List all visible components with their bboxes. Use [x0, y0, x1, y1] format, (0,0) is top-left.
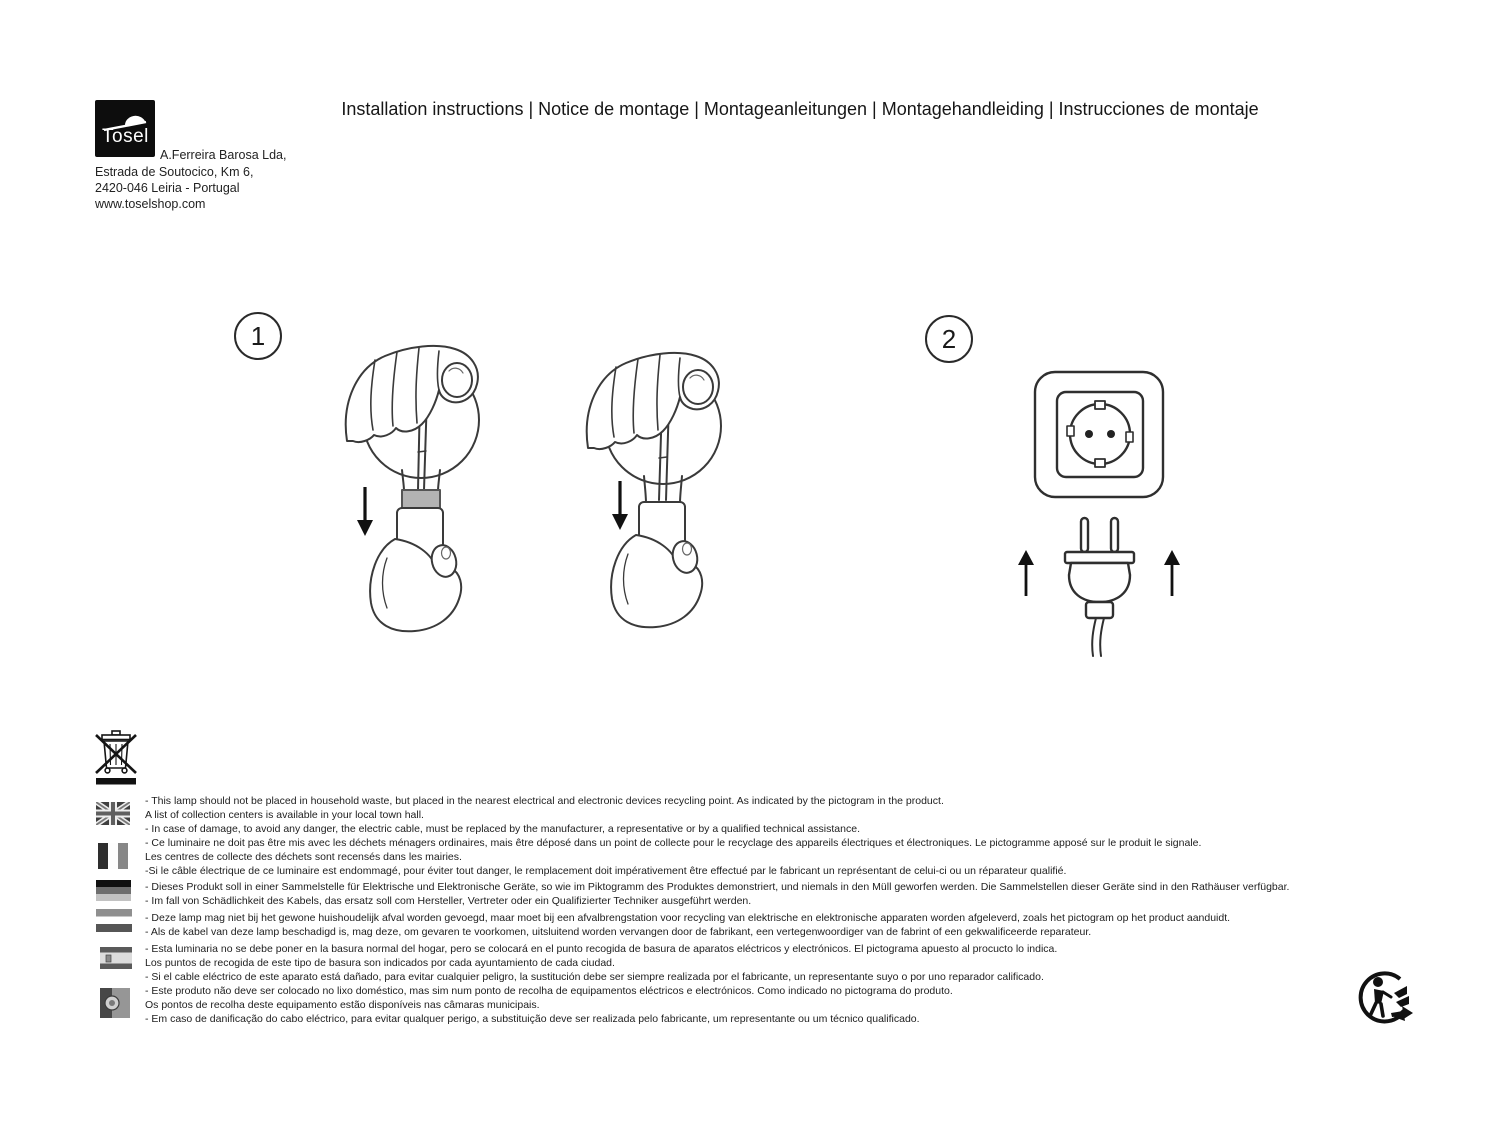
crossed-out-wheelie-bin-icon	[93, 728, 139, 786]
spain-flag-icon	[100, 947, 132, 969]
step-2-number: 2	[941, 323, 957, 354]
portugal-flag-icon	[100, 988, 130, 1018]
triman-recycling-icon	[1356, 968, 1414, 1032]
notice-line: - This lamp should not be placed in household waste, but placed in the nearest electrical and electronic devices recycling point. As indicated by the pictogram in the product.	[145, 795, 944, 807]
bulb-screwed-icon	[585, 340, 745, 635]
bulb-into-socket-icon	[340, 340, 500, 635]
notice-line: Les centres de collecte des déchets sont recensés dans les mairies.	[145, 851, 462, 863]
wall-socket-and-plug-icon	[1005, 360, 1195, 660]
germany-flag-icon	[96, 880, 131, 901]
step-1-number: 1	[250, 320, 266, 351]
notice-line: A list of collection centers is available in your local town hall.	[145, 809, 424, 821]
address-line: Estrada de Soutocico, Km 6,	[95, 165, 254, 179]
tosel-logo	[95, 100, 155, 157]
address-line: 2420-046 Leiria - Portugal	[95, 181, 240, 195]
notice-line: - Dieses Produkt soll in einer Sammelstelle für Elektrische und Elektronische Geräte, so wie im Piktogramm des Produktes demonstriert, und niemals in den Müll geworfen werden. Die Sammelstellen dieser Geräte sind in den Rathäuser verfügbar.	[145, 881, 1290, 893]
netherlands-flag-icon	[96, 909, 132, 932]
down-arrow-icon	[357, 487, 373, 536]
up-arrow-icon	[1164, 550, 1180, 596]
up-arrow-icon	[1018, 550, 1034, 596]
notice-line: Los puntos de recogida de este tipo de basura son indicados por cada ayuntamiento de cada ciudad.	[145, 957, 615, 969]
step-2-badge	[925, 315, 973, 363]
notice-pt	[96, 984, 953, 1026]
logo-text: Tosel	[102, 126, 149, 147]
notice-line: - Este produto não deve ser colocado no lixo doméstico, mas sim num ponto de recolha de equipamentos eléctricos e electrónicos. Como indicado no pictograma do produto.	[145, 985, 953, 997]
notice-line: - In case of damage, to avoid any danger, the electric cable, must be replaced by the manufacturer, a representative or by a qualified technical assistance.	[145, 823, 860, 835]
notice-es	[96, 942, 1057, 984]
notice-de	[96, 880, 1289, 908]
notice-line: -Si le câble électrique de ce luminaire est endommagé, pour éviter tout danger, le remplacement doit impérativement être effectué par le fabricant un représentant de celui-ci ou un réparateur qualifié.	[145, 865, 1067, 877]
address-line: A.Ferreira Barosa Lda,	[160, 148, 287, 162]
notice-fr	[96, 836, 1201, 878]
page-title: Installation instructions | Notice de montage | Montageanleitungen | Montagehandleiding | Instrucciones de montaje	[341, 99, 1259, 119]
uk-flag-icon	[96, 802, 130, 825]
step-1-badge	[234, 312, 282, 360]
notice-line: - Ce luminaire ne doit pas être mis avec les déchets ménagers ordinaires, mais être déposé dans un point de collecte pour le recyclage des appareils électriques et électroniques. Le pictogramme apposé sur le produit le signale.	[145, 837, 1202, 849]
notice-line: Os pontos de recolha deste equipamento estão disponíveis nas câmaras municipais.	[145, 999, 540, 1011]
notice-line: - Im fall von Schädlichkeit des Kabels, das ersatz soll com Hersteller, Vertreter oder ein Qualifizierter Techniker ausgeführt werden.	[145, 895, 752, 907]
notice-en	[96, 794, 944, 836]
notice-line: - Deze lamp mag niet bij het gewone huishoudelijk afval worden gevoegd, maar moet bij een afvalbrengstation voor recycling van elektrische en elektronische apparaten worden afgeleverd, zoals het pictogram op het product aanduidt.	[145, 912, 1231, 924]
address-line: www.toselshop.com	[95, 197, 206, 211]
france-flag-icon	[98, 843, 128, 869]
notice-line: - Esta luminaria no se debe poner en la basura normal del hogar, pero se colocará en el punto recogida de basura de aparatos eléctricos y electrónicos. El pictograma apuesto al procucto lo indica.	[145, 943, 1058, 955]
down-arrow-icon	[612, 481, 628, 530]
notice-line: - Si el cable eléctrico de este aparato está dañado, para evitar cualquier peligro, la sustitución debe ser siempre realizada por el fabricante, un representante suyo o por uno reparador calificado.	[145, 971, 1044, 983]
notice-nl	[96, 911, 1230, 939]
notice-line: - Em caso de danificação do cabo eléctrico, para evitar qualquer perigo, a substituição deve ser realizada pelo fabricante, um representante ou um técnico qualificado.	[145, 1013, 920, 1025]
notice-line: - Als de kabel van deze lamp beschadigd is, mag deze, om gevaren te voorkomen, uitsluitend worden vervangen door de fabrikant, een vertegenwoordiger van de fabrint of een gekwalificeerde reparateur.	[145, 926, 1092, 938]
